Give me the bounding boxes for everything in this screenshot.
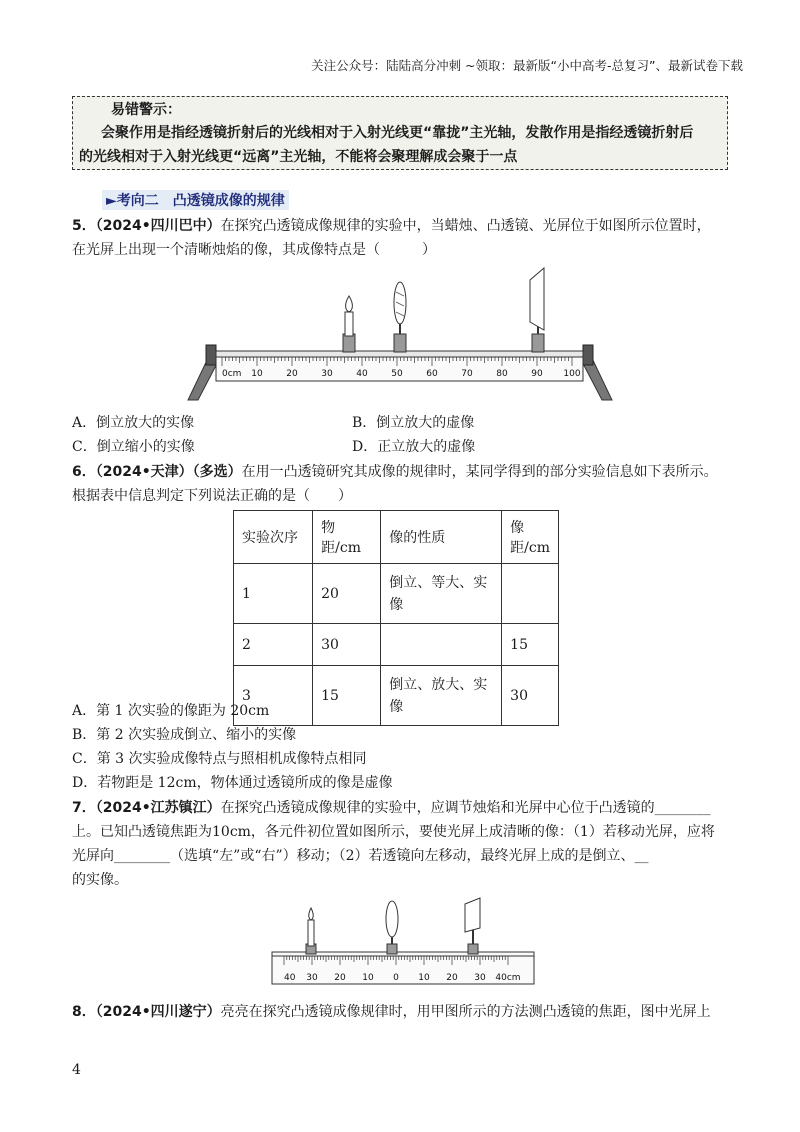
table-cell: 倒立、等大、实像 xyxy=(381,564,502,624)
q5-ruler-tick-label: 40 xyxy=(356,369,368,379)
q5-convex-lens xyxy=(394,282,406,352)
q5-ruler-tick-label: 10 xyxy=(251,369,263,379)
q6-line-2: 根据表中信息判定下列说法正确的是（ ） xyxy=(72,488,352,504)
q7-convex-lens xyxy=(386,901,398,954)
q5-option-d: D．正立放大的虚像 xyxy=(352,439,476,455)
q7-line-1 xyxy=(72,796,711,820)
page-header: 关注公众号：陆陆高分冲刺 ~领取：最新版“小中高考-总复习”、最新试卷下载 xyxy=(311,58,743,73)
q8-line-1 xyxy=(72,1000,711,1024)
table-cell: 3 xyxy=(234,666,313,726)
q8-number: 8． xyxy=(72,1004,96,1020)
q5-text-1: 在探究凸透镜成像规律的实验中，当蜡烛、凸透镜、光屏位于如图所示位置时， xyxy=(220,218,711,234)
q7-ruler-tick-label: 10 xyxy=(362,973,374,983)
q7-ruler-tick-label: 20 xyxy=(446,973,458,983)
table-cell xyxy=(381,624,502,666)
q7-line-2: 上。已知凸透镜焦距为10cm，各元件初位置如图所示，要使光屏上成清晰的像：（1）若移动光屏，应将 xyxy=(72,824,715,840)
q7-ruler-tick-label: 30 xyxy=(306,973,318,983)
q7-optical-bench-figure xyxy=(268,892,538,990)
q6-option-d: D．若物距是 12cm，物体通过透镜所成的像是虚像 xyxy=(72,775,393,791)
q7-source: （2024•江苏镇江） xyxy=(95,800,221,816)
q7-number: 7． xyxy=(72,800,96,816)
table-row xyxy=(234,564,559,624)
table-cell: 30 xyxy=(313,624,381,666)
q5-candle xyxy=(343,296,355,352)
table-cell: 30 xyxy=(502,666,559,726)
q6-data-table xyxy=(233,510,559,726)
q7-ruler-tick-label: 20 xyxy=(334,973,346,983)
q5-ruler-tick-label: 30 xyxy=(321,369,333,379)
q6-option-b: B．第 2 次实验成倒立、缩小的实像 xyxy=(72,727,297,743)
table-header: 物距/cm xyxy=(313,511,381,564)
q8-source: （2024•四川遂宁） xyxy=(95,1004,221,1020)
table-cell: 15 xyxy=(313,666,381,726)
q7-candle xyxy=(306,908,316,954)
q7-light-screen xyxy=(465,898,480,954)
table-row xyxy=(234,624,559,666)
q7-text-1: 在探究凸透镜成像规律的实验中，应调节烛焰和光屏中心位于凸透镜的________ xyxy=(220,800,711,816)
warning-box xyxy=(72,96,728,170)
q7-ruler-tick-label: 30 xyxy=(474,973,486,983)
table-cell: 1 xyxy=(234,564,313,624)
table-header: 像距/cm xyxy=(502,511,559,564)
table-header: 像的性质 xyxy=(381,511,502,564)
table-header: 实验次序 xyxy=(234,511,313,564)
q5-ruler-tick-label: 70 xyxy=(461,369,473,379)
q5-ruler-tick-label: 90 xyxy=(531,369,543,379)
q5-optical-bench-figure xyxy=(180,262,620,407)
q5-ruler-tick-label: 60 xyxy=(426,369,438,379)
table-cell: 2 xyxy=(234,624,313,666)
q5-line-2: 在光屏上出现一个清晰烛焰的像，其成像特点是（ ） xyxy=(72,242,436,258)
q5-option-b: B．倒立放大的虚像 xyxy=(352,415,475,431)
q5-option-a: A．倒立放大的实像 xyxy=(72,415,195,431)
section-title: ►考向二 凸透镜成像的规律 xyxy=(102,190,289,210)
table-cell: 15 xyxy=(502,624,559,666)
q6-option-c: C．第 3 次实验成像特点与照相机成像特点相同 xyxy=(72,751,367,767)
q6-source: （2024•天津）（多选） xyxy=(95,464,242,480)
q8-text-1: 亮亮在探究凸透镜成像规律时，用甲图所示的方法测凸透镜的焦距，图中光屏上 xyxy=(220,1004,711,1020)
q5-line-1 xyxy=(72,214,711,238)
q5-ruler-tick-label: 80 xyxy=(496,369,508,379)
q6-text-1: 在用一凸透镜研究其成像的规律时，某同学得到的部分实验信息如下表所示。 xyxy=(241,464,718,480)
table-cell: 倒立、放大、实像 xyxy=(381,666,502,726)
q7-line-4: 的实像。 xyxy=(72,872,128,888)
table-row xyxy=(234,666,559,726)
q7-ruler-tick-label: 40 xyxy=(284,973,296,983)
warning-line-1: 会聚作用是指经透镜折射后的光线相对于入射光线更“靠拢”主光轴，发散作用是指经透镜折射后 xyxy=(101,125,694,141)
warning-line-2: 的光线相对于入射光线更“远离”主光轴，不能将会聚理解成会聚于一点 xyxy=(79,149,518,165)
table-cell: 20 xyxy=(313,564,381,624)
q5-ruler-tick-label: 100 xyxy=(563,369,581,379)
q5-ruler-tick-label: 20 xyxy=(286,369,298,379)
q5-ruler-tick-label: 0cm xyxy=(222,369,242,379)
q6-option-a: A．第 1 次实验的像距为 20cm xyxy=(72,703,270,719)
q5-number: 5． xyxy=(72,218,96,234)
q5-option-c: C．倒立缩小的实像 xyxy=(72,439,195,455)
q7-line-3: 光屏向________（选填“左”或“右”）移动；（2）若透镜向左移动，最终光屏上成的是倒立、__ xyxy=(72,848,649,864)
q6-line-1 xyxy=(72,460,718,484)
q7-ruler-tick-label: 0 xyxy=(393,973,399,983)
table-header-row xyxy=(234,511,559,564)
table-cell xyxy=(502,564,559,624)
q5-source: （2024•四川巴中） xyxy=(95,218,221,234)
q6-number: 6． xyxy=(72,464,96,480)
q5-ruler-tick-label: 50 xyxy=(391,369,403,379)
q7-ruler-tick-label: 10 xyxy=(418,973,430,983)
page-number: 4 xyxy=(72,1062,81,1078)
warning-title: 易错警示： xyxy=(111,102,181,118)
q7-ruler-tick-label: 40cm xyxy=(495,973,521,983)
q5-light-screen xyxy=(530,268,544,352)
